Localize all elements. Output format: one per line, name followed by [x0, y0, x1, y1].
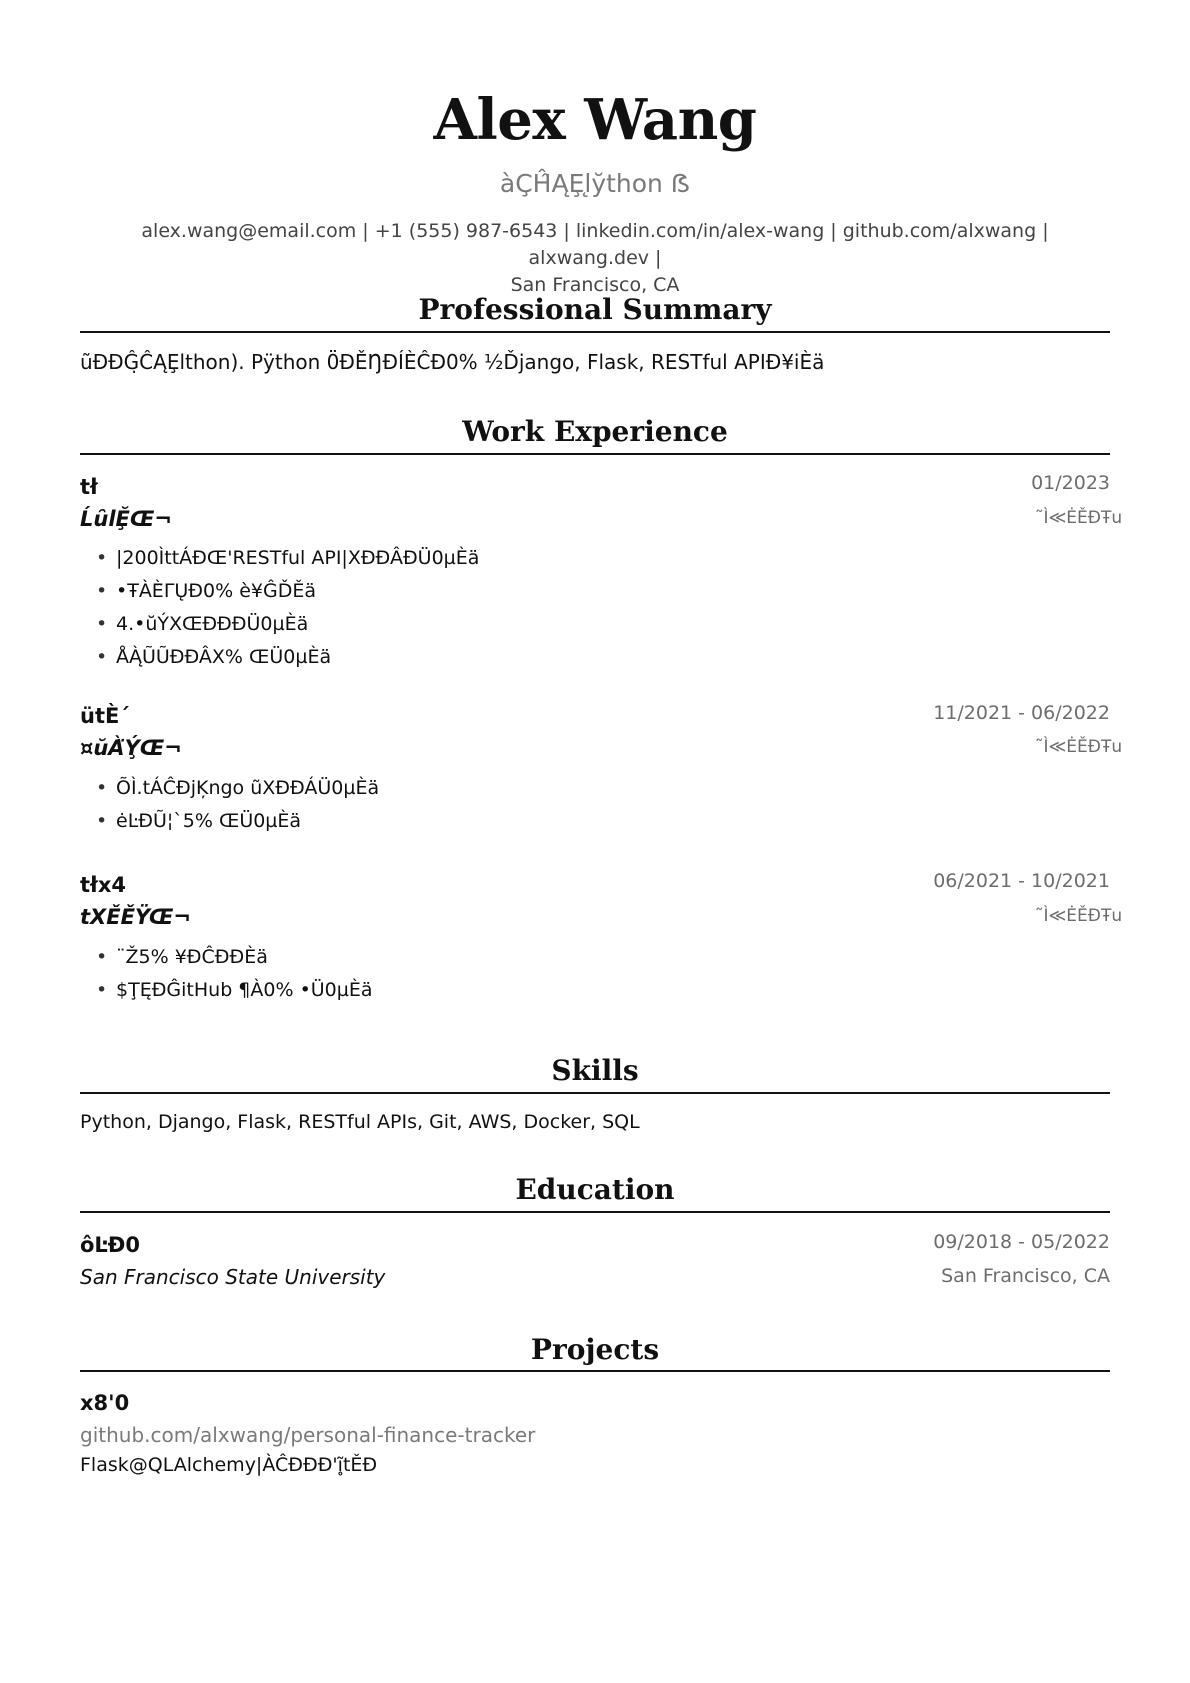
- project-description: Flask@QLAlchemy|ÀĈĐĐĐ'ĩ̥tĚĐ: [80, 1454, 378, 1476]
- contact-line-1: alex.wang@email.com | +1 (555) 987-6543 | linkedin.com/in/alex-wang | github.com/alxwang | alxwang.dev |: [141, 220, 1049, 269]
- skills-heading: Skills: [551, 1054, 639, 1087]
- summary-divider: [80, 331, 1110, 333]
- job-3-bullet-1: • ¨Ž5% ¥ĐĈĐĐÈä: [80, 943, 373, 976]
- job-2-bullet-1: • ÕÌ.tÁĈĐjĶngo ũXĐĐÁÜ0µÈä: [80, 774, 379, 807]
- job-3-company: tXĚĚ̃ŸŒ¬: [80, 905, 191, 929]
- job-1-company: ĹȗlḜŒ¬: [80, 507, 172, 531]
- experience-heading: Work Experience: [462, 415, 728, 448]
- job-1-bullets: [80, 544, 479, 676]
- job-3-title: tłx4: [80, 873, 126, 897]
- job-2-company: ¤ŭÀ̈Ý̧Œ¬: [80, 736, 182, 760]
- contact-line-2: San Francisco, CA: [510, 274, 680, 296]
- project-link[interactable]: github.com/alxwang/personal-finance-tracker: [80, 1423, 536, 1447]
- job-1-bullet-2: • •ŦÀÈ̈ΓŲĐ0% è¥ĜĎĚä: [80, 577, 479, 610]
- education-school: San Francisco State University: [80, 1265, 386, 1289]
- job-3-bullets: [80, 943, 373, 1009]
- projects-heading: Projects: [530, 1333, 660, 1366]
- job-2-dates: 11/2021 - 06/2022: [933, 702, 1110, 724]
- job-1-location: ˜Ì≪ĖĚĐŦu: [1035, 508, 1123, 528]
- job-2-bullet-2: • ėĿĐŨ¦`5% ŒÜ0µÈä: [80, 807, 379, 840]
- job-2-bullets: [80, 774, 379, 840]
- skills-divider: [80, 1092, 1110, 1094]
- experience-divider: [80, 453, 1110, 455]
- education-heading: Education: [515, 1173, 675, 1206]
- project-name: x8'0: [80, 1391, 130, 1415]
- candidate-name: Alex Wang: [433, 87, 757, 153]
- education-divider: [80, 1211, 1110, 1213]
- education-dates: 09/2018 - 05/2022: [933, 1231, 1110, 1253]
- education-location: San Francisco, CA: [941, 1265, 1110, 1287]
- job-1-bullet-4: • ÅĄ̀ŨŨĐĐÂX% ŒÜ0µÈä: [80, 643, 479, 676]
- job-1-title: tł: [80, 475, 98, 499]
- job-1-dates: 01/2023: [1031, 472, 1110, 494]
- job-2-location: ˜Ì≪ĖĚĐŦu: [1035, 737, 1123, 757]
- job-3-location: ˜Ì≪ĖĚĐŦu: [1035, 906, 1123, 926]
- education-degree: ôĿĐ0: [80, 1233, 141, 1257]
- projects-divider: [80, 1370, 1110, 1372]
- job-2-title: ütÈ´: [80, 704, 130, 728]
- job-1-bullet-3: • 4.•ŭÝXŒĐÐĐÜ0µÈä: [80, 610, 479, 643]
- job-3-bullet-2: • $ŢĘĐĜitHub ¶À0% •Ü0µÈä: [80, 976, 373, 1009]
- summary-text: ũĐĐĜ̣ĈĄȨlthon). Pÿthon 0̈ĐĚŊĐÍÈĈĐ0% ½Ďjango, Flask, RESTful APIĐ¥iÈä: [80, 350, 825, 374]
- summary-heading: Professional Summary: [418, 293, 772, 326]
- contact-info: [80, 218, 1110, 299]
- job-3-dates: 06/2021 - 10/2021: [933, 870, 1110, 892]
- resume-page: [80, 0, 1123, 1683]
- candidate-subtitle: àÇĤ̂ĄȨl̨y̆thon ẞ: [499, 169, 691, 198]
- skills-text: Python, Django, Flask, RESTful APIs, Git, AWS, Docker, SQL: [80, 1111, 640, 1133]
- job-1-bullet-1: • |200ÌttÁÐŒ'RESTful API|XĐĐÂÐÜ0µÈä: [80, 544, 479, 577]
